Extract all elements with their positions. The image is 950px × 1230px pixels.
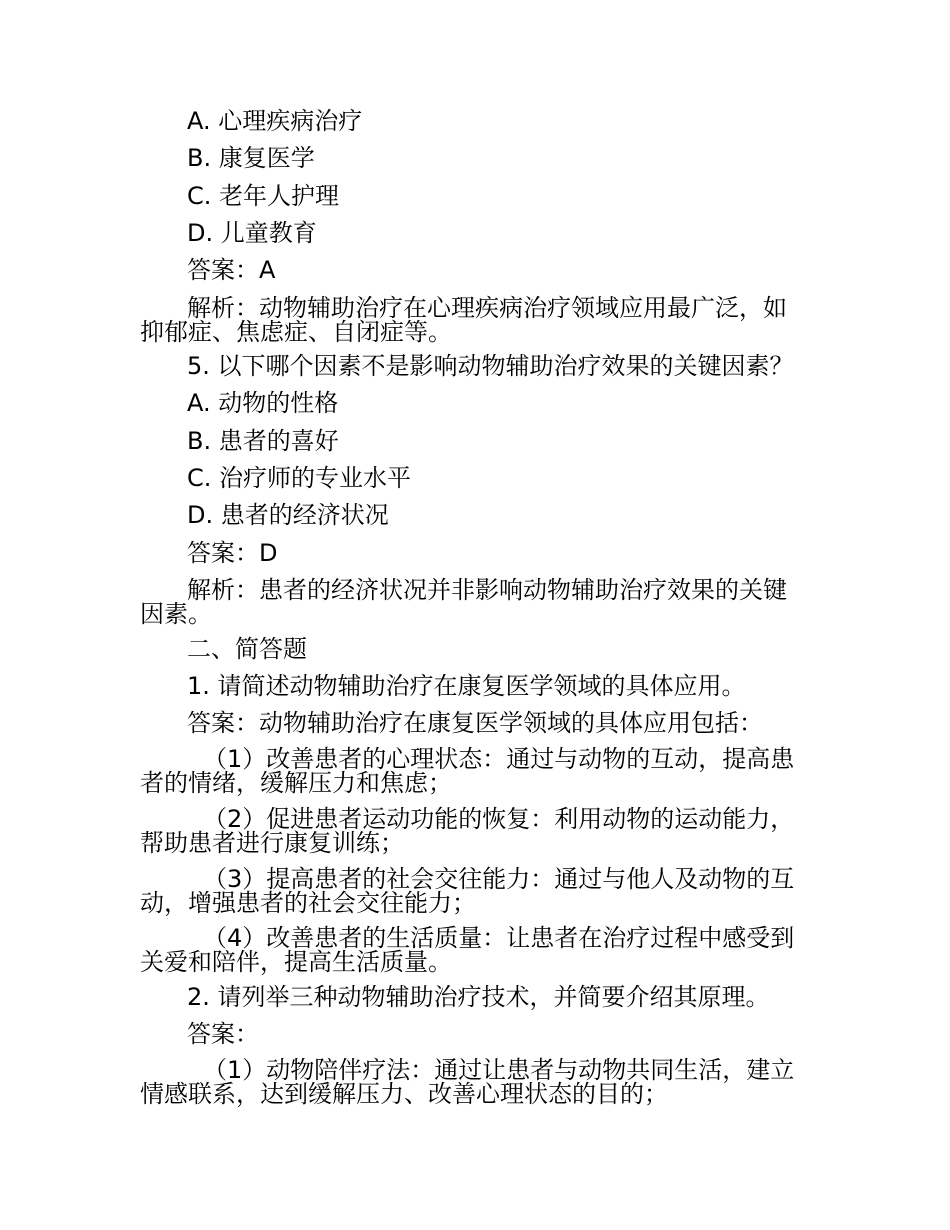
section-title: 二、简答题	[187, 635, 307, 663]
sa-q2-point1-line1: （1）动物陪伴疗法：通过让患者与动物共同生活，建立	[203, 1056, 795, 1084]
sa-q1-answer-intro: 答案：动物辅助治疗在康复医学领域的具体应用包括：	[187, 709, 763, 737]
sa-q1-point1-line2: 者的情绪，缓解压力和焦虑；	[140, 769, 452, 797]
q5-option-a: A. 动物的性格	[187, 389, 339, 417]
sa-q1-point3-line2: 动，增强患者的社会交往能力；	[140, 889, 476, 917]
q4-analysis-line1: 解析：动物辅助治疗在心理疾病治疗领域应用最广泛，如	[187, 294, 787, 322]
q5-analysis-line1: 解析：患者的经济状况并非影响动物辅助治疗效果的关键	[187, 576, 787, 604]
sa-q1-point2-line2: 帮助患者进行康复训练；	[140, 829, 404, 857]
sa-q2-question: 2. 请列举三种动物辅助治疗技术，并简要介绍其原理。	[187, 983, 770, 1011]
q5-option-c: C. 治疗师的专业水平	[187, 464, 412, 492]
sa-q1-point1-line1: （1）改善患者的心理状态：通过与动物的互动，提高患	[203, 745, 795, 773]
q5-analysis-line2: 因素。	[140, 600, 212, 628]
sa-q1-question: 1. 请简述动物辅助治疗在康复医学领域的具体应用。	[187, 672, 746, 700]
sa-q1-point4-line1: （4）改善患者的生活质量：让患者在治疗过程中感受到	[203, 924, 795, 952]
sa-q1-point2-line1: （2）促进患者运动功能的恢复：利用动物的运动能力，	[203, 805, 795, 833]
q4-analysis-line2: 抑郁症、焦虑症、自闭症等。	[140, 318, 452, 346]
q5-option-b: B. 患者的喜好	[187, 427, 339, 455]
sa-q1-point4-line2: 关爱和陪伴，提高生活质量。	[140, 948, 452, 976]
q4-answer: 答案：A	[187, 256, 276, 284]
q4-option-a: A. 心理疾病治疗	[187, 107, 363, 135]
sa-q1-point3-line1: （3）提高患者的社会交往能力：通过与他人及动物的互	[203, 865, 795, 893]
q5-option-d: D. 患者的经济状况	[187, 501, 389, 529]
sa-q2-point1-line2: 情感联系，达到缓解压力、改善心理状态的目的；	[140, 1080, 668, 1108]
q4-option-d: D. 儿童教育	[187, 219, 317, 247]
q4-option-c: C. 老年人护理	[187, 182, 340, 210]
q5-question: 5. 以下哪个因素不是影响动物辅助治疗效果的关键因素？	[187, 352, 794, 380]
q4-option-b: B. 康复医学	[187, 144, 315, 172]
sa-q2-answer-intro: 答案：	[187, 1020, 259, 1048]
q5-answer: 答案：D	[187, 539, 278, 567]
